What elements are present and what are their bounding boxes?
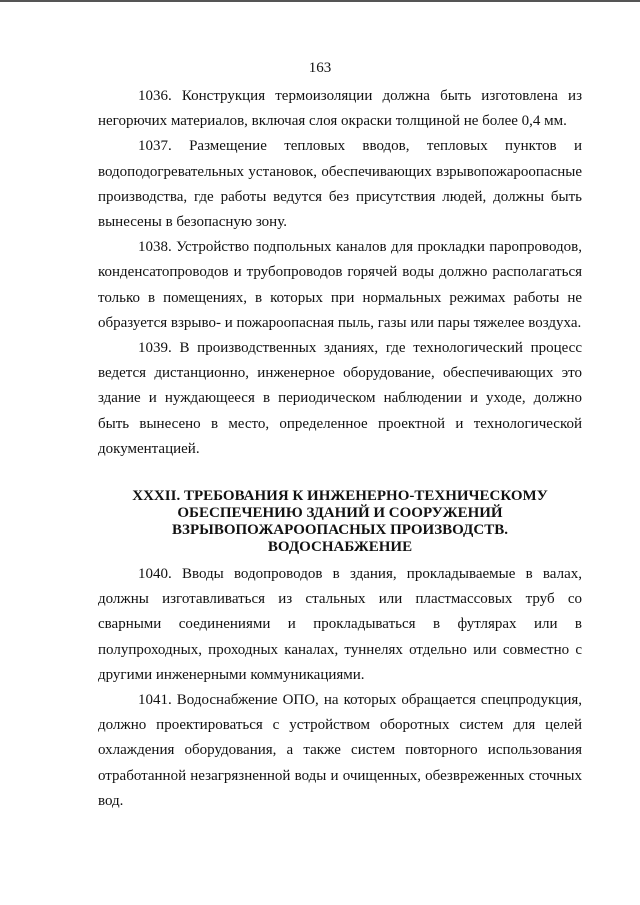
section-heading-line: ВЗРЫВОПОЖАРООПАСНЫХ ПРОИЗВОДСТВ. [172, 522, 508, 539]
document-body [98, 84, 582, 814]
section-heading-line: ОБЕСПЕЧЕНИЮ ЗДАНИЙ И СООРУЖЕНИЙ [177, 505, 503, 522]
paragraph-1040: 1040. Вводы водопроводов в здания, прокладываемые в валах, должны изготавливаться из стальных или пластмассовых труб со сварными соединениями и прокладываться в футлярах или в полупроходных, проходных каналах, туннелях отдельно или совместно с другими инженерными коммуникациями. [98, 566, 582, 683]
page-number: 163 [308, 60, 332, 76]
top-rule [0, 0, 640, 2]
paragraph-1036: 1036. Конструкция термоизоляции должна быть изготовлена из негорючих материалов, включая слоя окраски толщиной не более 0,4 мм. [98, 88, 582, 130]
paragraph-1038: 1038. Устройство подпольных каналов для прокладки паропроводов, конденсатопроводов и трубопроводов горячей воды должно располагаться только в помещениях, в которых при нормальных режимах работы не образуется взрыво- и пожароопасная пыль, газы или пары тяжелее воздуха. [98, 239, 582, 331]
section-heading-line: ВОДОСНАБЖЕНИЕ [267, 539, 413, 556]
section-heading-line: XXXII. ТРЕБОВАНИЯ К ИНЖЕНЕРНО-ТЕХНИЧЕСКОМУ [132, 488, 548, 505]
paragraph-1041: 1041. Водоснабжение ОПО, на которых обращается спецпродукция, должно проектироваться с устройством оборотных систем для целей охлаждения оборудования, а также систем повторного использования отработанной незагрязненной воды и очищенных, обезвреженных сточных вод. [98, 692, 582, 809]
paragraph-1037: 1037. Размещение тепловых вводов, тепловых пунктов и водоподогревательных установок, обеспечивающих взрывопожароопасные производства, где работы ведутся без присутствия людей, должны быть вынесены в безопасную зону. [98, 138, 582, 231]
paragraph-1039: 1039. В производственных зданиях, где технологический процесс ведется дистанционно, инженерное оборудование, обеспечивающих это здание и нуждающееся в периодическом наблюдении и уходе, должно быть вынесено в место, определенное проектной и технологической документацией. [98, 340, 582, 457]
section-heading [98, 488, 582, 556]
